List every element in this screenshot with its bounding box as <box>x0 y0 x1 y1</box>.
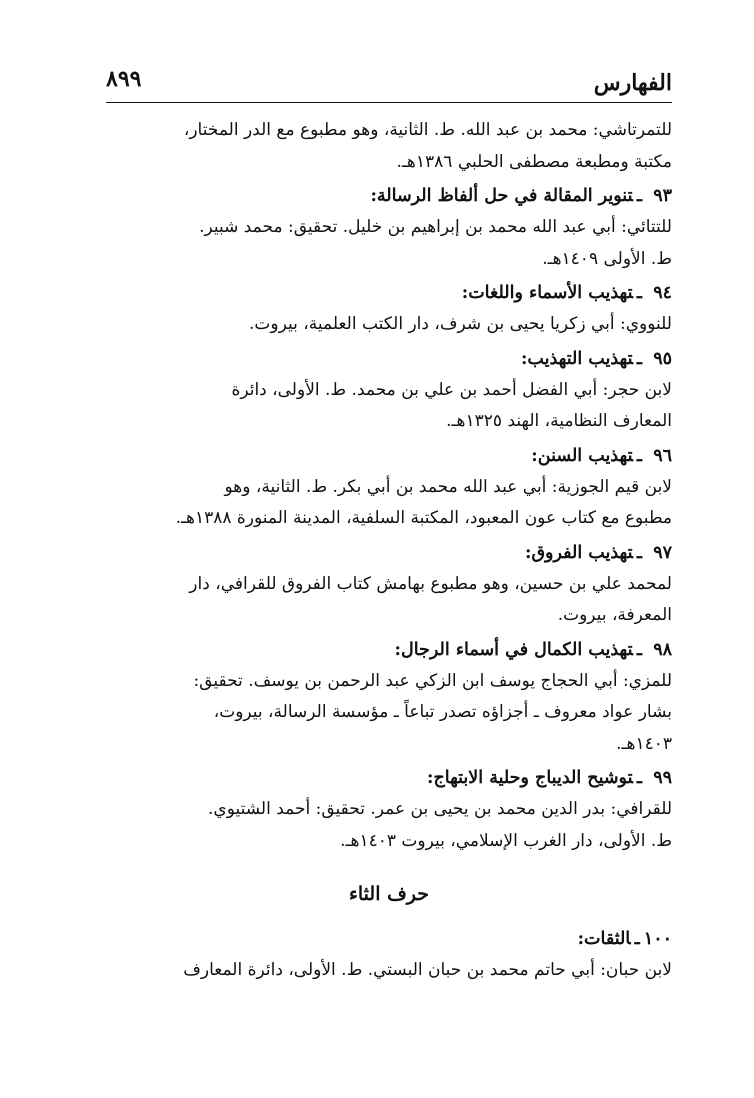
index-entry <box>106 180 672 275</box>
entry-body <box>106 569 672 632</box>
entry-heading <box>106 440 672 472</box>
text-line: ١٤٠٣هـ. <box>616 733 672 754</box>
page-header <box>106 62 672 103</box>
entry-number: ٩٤ <box>653 283 672 303</box>
entry-body <box>106 212 672 275</box>
text-line: بشار عواد معروف ـ أجزاؤه تصدر تباعاً ـ مؤسسة الرسالة، بيروت، <box>213 702 672 722</box>
entry-number: ٩٦ <box>653 445 672 466</box>
text-line: لابن حبان: أبي حاتم محمد بن حبان البستي. ط. الأولى، دائرة المعارف <box>183 960 672 980</box>
entry-number: ٩٥ <box>653 348 672 369</box>
entries-list <box>106 180 672 857</box>
text-line: للتمرتاشي: محمد بن عبد الله. ط. الثانية، وهو مطبوع مع الدر المختار، <box>183 120 672 140</box>
entry-dash: ـ <box>636 283 642 303</box>
index-entry <box>106 762 672 857</box>
entry-dash: ـ <box>636 639 642 660</box>
text-line: للتتائي: أبي عبد الله محمد بن إبراهيم بن خليل. تحقيق: محمد شبير. <box>199 217 672 237</box>
text-line: مطبوع مع كتاب عون المعبود، المكتبة السلفية، المدينة المنورة ١٣٨٨هـ. <box>175 508 672 528</box>
index-content <box>106 103 672 987</box>
entry-heading <box>106 180 672 212</box>
entry-title: تهذيب الفروق: <box>524 542 633 563</box>
entry-dash: ـ <box>636 768 642 788</box>
index-entry <box>106 634 672 761</box>
header-title: الفهارس <box>593 70 672 96</box>
index-entry <box>106 440 672 535</box>
entry-body <box>106 794 672 857</box>
entry-title: تهذيب الأسماء واللغات: <box>461 283 633 303</box>
text-line: المعارف النظامية، الهند ١٣٢٥هـ. <box>446 411 672 431</box>
text-line: المعرفة، بيروت. <box>557 605 672 625</box>
entry-body <box>106 666 672 761</box>
section-entries-list <box>106 923 672 987</box>
entry-title: تهذيب التهذيب: <box>520 348 633 369</box>
entry-number: ٩٩ <box>653 768 672 788</box>
entry-body <box>106 375 672 438</box>
entry-title: توشيح الديباج وحلية الابتهاج: <box>426 768 633 788</box>
text-line: ط. الأولى، دار الغرب الإسلامي، بيروت ١٤٠٣هـ. <box>340 830 672 851</box>
entry-dash: ـ <box>636 186 642 206</box>
text-line: لمحمد علي بن حسين، وهو مطبوع بهامش كتاب الفروق للقرافي، دار <box>189 573 672 594</box>
entry-number: ١٠٠ <box>643 929 672 949</box>
entry-heading <box>106 923 672 955</box>
text-line: للقرافي: بدر الدين محمد بن يحيى بن عمر. تحقيق: أحمد الشتيوي. <box>207 799 672 819</box>
entry-dash: ـ <box>634 929 640 949</box>
entry-heading <box>106 343 672 375</box>
entry-heading <box>106 634 672 666</box>
entry-number: ٩٧ <box>653 542 672 563</box>
entry-heading <box>106 762 672 794</box>
entry-dash: ـ <box>636 542 642 563</box>
entry-heading <box>106 537 672 569</box>
entry-title: تهذيب السنن: <box>531 445 633 466</box>
entry-title: تهذيب الكمال في أسماء الرجال: <box>394 639 633 660</box>
text-line: ط. الأولى ١٤٠٩هـ. <box>542 248 672 269</box>
text-line: لابن حجر: أبي الفضل أحمد بن علي بن محمد. ط. الأولى، دائرة <box>231 379 672 400</box>
text-line: للنووي: أبي زكريا يحيى بن شرف، دار الكتب العلمية، بيروت. <box>249 314 672 334</box>
entry-title: الثقات: <box>577 929 631 949</box>
text-line: للمزي: أبي الحجاج يوسف ابن الزكي عبد الرحمن بن يوسف. تحقيق: <box>193 670 672 691</box>
entry-dash: ـ <box>636 348 642 369</box>
continuation-paragraph <box>106 115 672 178</box>
entry-number: ٩٣ <box>653 186 672 206</box>
entry-heading <box>106 277 672 309</box>
entry-title: تنوير المقالة في حل ألفاظ الرسالة: <box>370 186 633 206</box>
entry-body <box>106 472 672 535</box>
page-number: ٨٩٩ <box>106 66 142 92</box>
index-entry <box>106 537 672 632</box>
document-page <box>106 62 672 987</box>
index-entry <box>106 923 672 987</box>
entry-body <box>106 955 672 987</box>
entry-dash: ـ <box>636 445 642 466</box>
text-line: مكتبة ومطبعة مصطفى الحلبي ١٣٨٦هـ. <box>396 151 672 172</box>
entry-number: ٩٨ <box>653 639 672 660</box>
text-line: لابن قيم الجوزية: أبي عبد الله محمد بن أبي بكر. ط. الثانية، وهو <box>224 476 672 497</box>
index-entry <box>106 277 672 341</box>
index-entry <box>106 343 672 438</box>
section-heading: حرف الثاء <box>348 883 430 905</box>
entry-body <box>106 309 672 341</box>
